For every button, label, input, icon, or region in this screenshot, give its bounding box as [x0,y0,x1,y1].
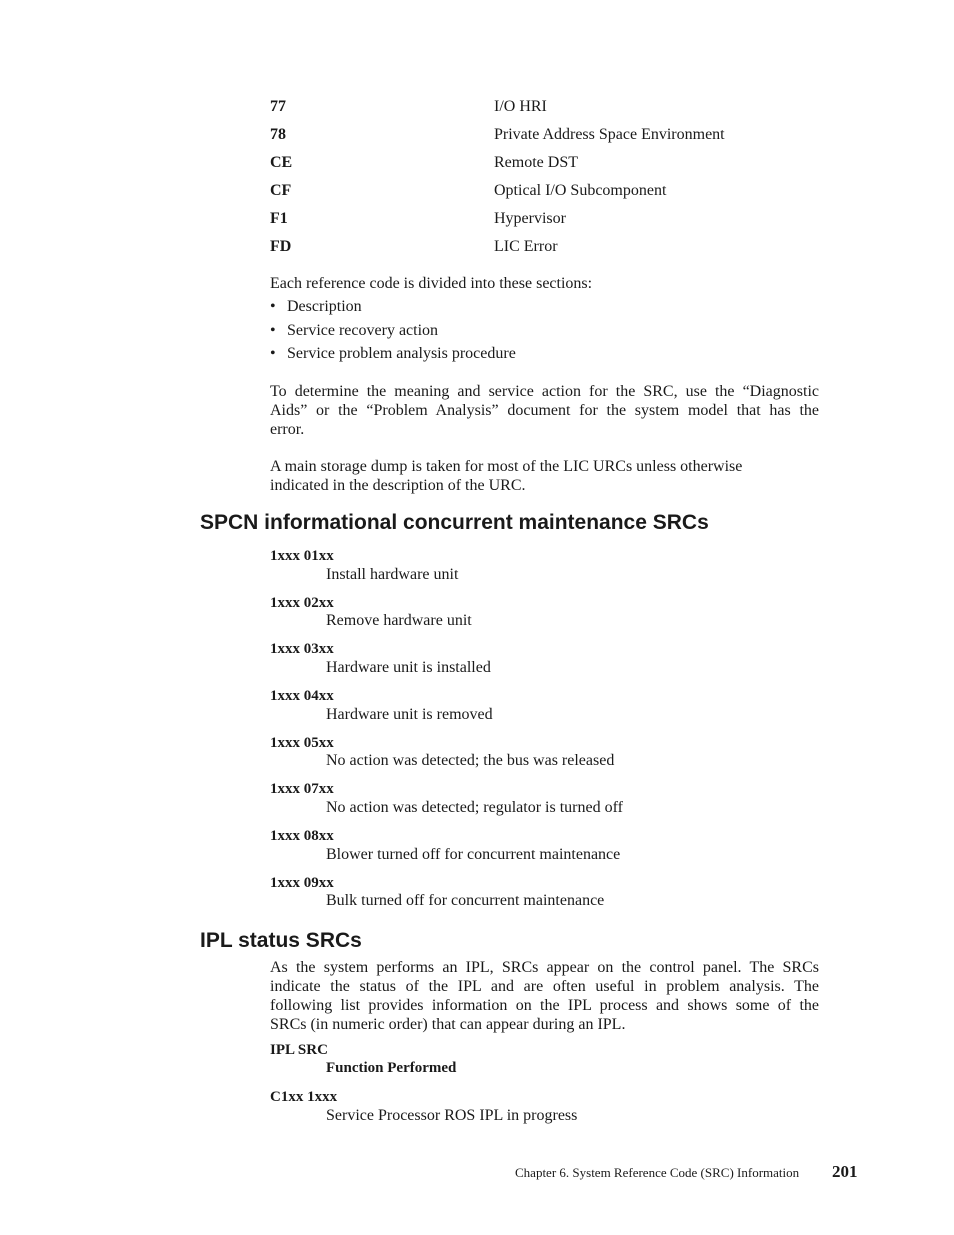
src-definition: Blower turned off for concurrent maintenance [326,846,621,863]
bullet-dot: • [270,322,276,339]
bullet-text: Service problem analysis procedure [287,345,516,362]
src-term: 1xxx 03xx [270,641,334,657]
intro-sentence: Each reference code is divided into these sections: [270,275,593,292]
bullet-dot: • [270,298,276,315]
code: 77 [270,98,286,115]
src-term: 1xxx 09xx [270,875,334,891]
paragraph-dump [270,457,819,495]
page-number: 201 [832,1162,858,1181]
src-definition: Hardware unit is removed [326,706,493,723]
text-line: A main storage dump is taken for most of the LIC URCs unless otherwise [270,458,743,475]
code: F1 [270,210,288,227]
code-description: Remote DST [494,154,578,171]
src-term: 1xxx 02xx [270,595,334,611]
text-line: indicate the status of the IPL and are often useful in problem analysis. The [270,978,819,995]
ipl-header-term: IPL SRC [270,1042,328,1058]
src-term: 1xxx 07xx [270,781,334,797]
code-row [270,182,830,202]
src-definition: Remove hardware unit [326,612,472,629]
src-definition: No action was detected; the bus was released [326,752,615,769]
text-line: indicated in the description of the URC. [270,477,526,494]
text-line: SRCs (in numeric order) that can appear during an IPL. [270,1016,626,1033]
src-definition: Bulk turned off for concurrent maintenance [326,892,605,909]
code-description: Optical I/O Subcomponent [494,182,667,199]
src-definition: No action was detected; regulator is turned off [326,799,623,816]
code-description: Private Address Space Environment [494,126,725,143]
code: CE [270,154,293,171]
code: FD [270,238,292,255]
bullet-text: Description [287,298,362,315]
paragraph-ipl [270,958,819,1034]
bullet-text: Service recovery action [287,322,439,339]
section-heading-ipl: IPL status SRCs [200,929,362,952]
src-term: 1xxx 04xx [270,688,334,704]
src-term: 1xxx 08xx [270,828,334,844]
footer-chapter-title: Chapter 6. System Reference Code (SRC) Information [515,1165,800,1180]
code: 78 [270,126,286,143]
src-definition: Service Processor ROS IPL in progress [326,1107,578,1124]
code-description: Hypervisor [494,210,566,227]
code-description: I/O HRI [494,98,547,115]
src-definition: Install hardware unit [326,566,459,583]
src-definition: Hardware unit is installed [326,659,491,676]
src-term: 1xxx 01xx [270,548,334,564]
src-term: C1xx 1xxx [270,1089,338,1105]
paragraph-diagnostic [270,382,819,439]
text-line: To determine the meaning and service action for the SRC, use the “Diagnostic [270,383,819,400]
text-line: error. [270,421,305,438]
text-line: following list provides information on the IPL process and shows some of the [270,997,819,1014]
bullet-item [270,345,516,363]
bullet-dot: • [270,345,276,362]
bullet-item [270,322,438,340]
code-row [270,126,830,146]
code-row [270,238,830,258]
code: CF [270,182,292,199]
code-row [270,210,830,230]
text-line: As the system performs an IPL, SRCs appear on the control panel. The SRCs [270,959,819,976]
code-row [270,154,830,174]
code-row [270,98,830,118]
src-term: 1xxx 05xx [270,735,334,751]
section-heading-spcn: SPCN informational concurrent maintenance SRCs [200,511,709,534]
text-line: Aids” or the “Problem Analysis” document for the system model that has the [270,402,819,419]
ipl-header-definition: Function Performed [326,1060,457,1076]
code-description: LIC Error [494,238,558,255]
bullet-item [270,298,362,316]
